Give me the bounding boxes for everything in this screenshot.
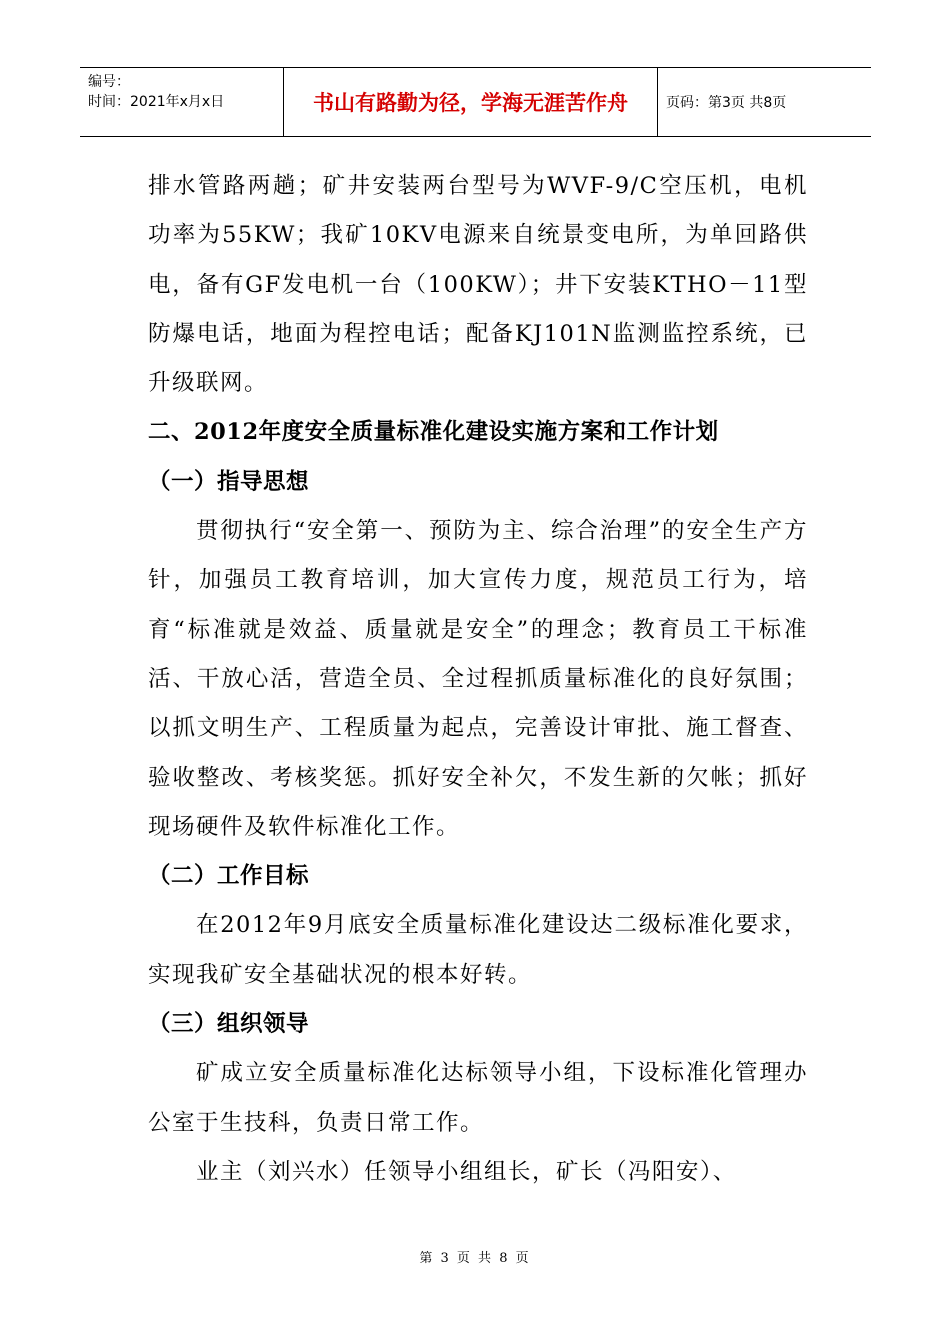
body-paragraph: 矿成立安全质量标准化达标领导小组，下设标准化管理办公室于生技科，负责日常工作。 <box>148 1060 808 1136</box>
body-paragraph: 贯彻执行“安全第一、预防为主、综合治理”的安全生产方针，加强员工教育培训，加大宣传力度，规范员工行为，培育“标准就是效益、质量就是安全”的理念；教育员工干标准活、干放心活，营造全员、全过程抓质量标准化的良好氛围；以抓文明生产、工程质量为起点，完善设计审批、施工督查、验收整改、考核奖惩。抓好安全补欠，不发生新的欠帐；抓好现场硬件及软件标准化工作。 <box>148 518 808 840</box>
header-meta <box>80 68 283 136</box>
header-page-number: 页码：第3页 共8页 <box>666 95 787 111</box>
section-heading: 二、2012年度安全质量标准化建设实施方案和工作计划 <box>148 419 719 446</box>
document-body <box>148 162 808 1197</box>
doc-number-label: 编号： <box>88 74 130 90</box>
page-header <box>80 67 871 137</box>
subsection-heading: （三）组织领导 <box>148 1011 310 1038</box>
doc-time-label: 时间：2021年x月x日 <box>88 94 225 110</box>
header-motto: 书山有路勤为径，学海无涯苦作舟 <box>283 68 658 136</box>
subsection-heading: （二）工作目标 <box>148 863 310 890</box>
page-footer: 第 3 页 共 8 页 <box>419 1251 531 1266</box>
subsection-heading: （一）指导思想 <box>148 468 310 495</box>
body-paragraph: 在2012年9月底安全质量标准化建设达二级标准化要求，实现我矿安全基础状况的根本好转。 <box>148 912 808 988</box>
body-paragraph: 排水管路两趟；矿井安装两台型号为WVF-9/C空压机，电机功率为55KW；我矿10KV电源来自统景变电所，为单回路供电，备有GF发电机一台（100KW）；井下安装KTHO－11型防爆电话，地面为程控电话；配备KJ101N监测监控系统，已升级联网。 <box>148 173 808 397</box>
body-paragraph: 业主（刘兴水）任领导小组组长，矿长（冯阳安）、 <box>196 1158 737 1185</box>
